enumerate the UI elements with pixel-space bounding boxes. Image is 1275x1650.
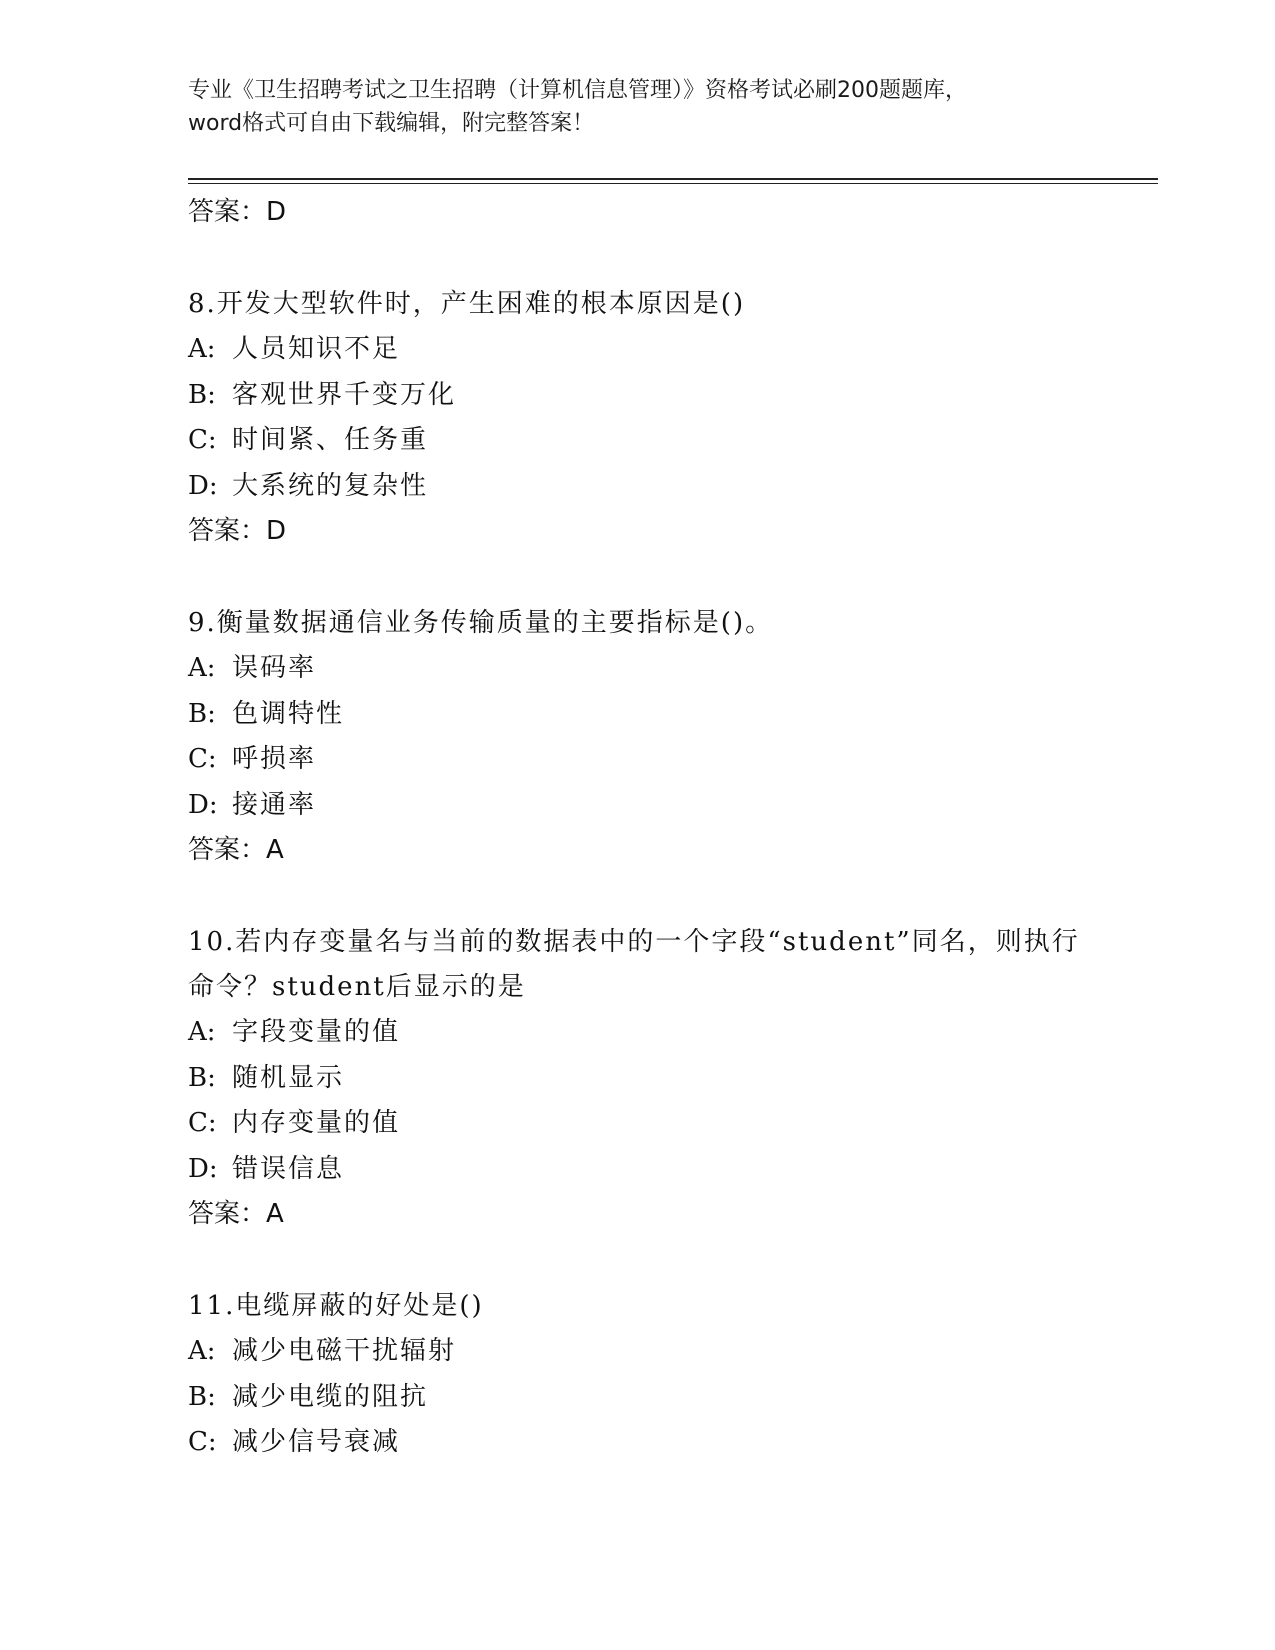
option-text: 随机显示 bbox=[232, 1062, 345, 1093]
question-text: 10.若内存变量名与当前的数据表中的一个字段“student”同名，则执行命令？student后显示的是 bbox=[188, 927, 1080, 1002]
option-letter: A: bbox=[188, 334, 216, 364]
option-text: 色调特性 bbox=[232, 698, 345, 729]
option-text: 错误信息 bbox=[232, 1153, 345, 1184]
option-a bbox=[188, 1329, 1088, 1375]
option-letter: C: bbox=[188, 1108, 217, 1138]
option-text: 大系统的复杂性 bbox=[232, 470, 429, 501]
question-block bbox=[188, 1284, 1088, 1466]
question-text: 9.衡量数据通信业务传输质量的主要指标是()。 bbox=[188, 608, 774, 638]
option-d bbox=[188, 464, 1088, 510]
question-block bbox=[188, 282, 1088, 554]
option-letter: A: bbox=[188, 1017, 216, 1047]
option-text: 客观世界千变万化 bbox=[232, 379, 457, 410]
option-a bbox=[188, 646, 1088, 692]
option-d bbox=[188, 783, 1088, 829]
option-text: 减少电磁干扰辐射 bbox=[232, 1336, 457, 1366]
option-letter: D: bbox=[188, 470, 218, 501]
option-b bbox=[188, 1056, 1088, 1102]
option-text: 误码率 bbox=[232, 653, 317, 683]
option-letter: B: bbox=[188, 698, 216, 729]
option-text: 呼损率 bbox=[232, 744, 317, 774]
option-text: 字段变量的值 bbox=[232, 1017, 401, 1047]
option-text: 减少电缆的阻抗 bbox=[232, 1381, 429, 1412]
option-letter: C: bbox=[188, 744, 217, 774]
question-text: 8.开发大型软件时，产生困难的根本原因是() bbox=[188, 289, 746, 319]
option-letter: D: bbox=[188, 789, 218, 820]
answer-line: 答案：A bbox=[188, 835, 284, 865]
answer-line: 答案：D bbox=[188, 516, 287, 546]
option-text: 时间紧、任务重 bbox=[232, 425, 429, 455]
option-b bbox=[188, 373, 1088, 419]
option-d bbox=[188, 1147, 1088, 1193]
option-c bbox=[188, 418, 1088, 464]
option-letter: C: bbox=[188, 1427, 217, 1457]
document-header bbox=[188, 74, 1088, 140]
option-letter: B: bbox=[188, 1062, 216, 1093]
option-letter: B: bbox=[188, 1381, 216, 1412]
option-c bbox=[188, 737, 1088, 783]
option-a bbox=[188, 1010, 1088, 1056]
option-c bbox=[188, 1420, 1088, 1466]
option-letter: A: bbox=[188, 653, 216, 683]
option-a bbox=[188, 327, 1088, 373]
option-text: 人员知识不足 bbox=[232, 334, 401, 364]
option-letter: A: bbox=[188, 1336, 216, 1366]
option-c bbox=[188, 1101, 1088, 1147]
question-block bbox=[188, 601, 1088, 873]
question-block bbox=[188, 920, 1088, 1237]
header-line-2: word格式可自由下载编辑，附完整答案！ bbox=[188, 111, 595, 136]
question-list bbox=[188, 190, 1088, 1466]
option-b bbox=[188, 1375, 1088, 1421]
option-text: 内存变量的值 bbox=[232, 1108, 401, 1138]
header-divider bbox=[188, 178, 1158, 184]
option-b bbox=[188, 692, 1088, 738]
question-text: 11.电缆屏蔽的好处是() bbox=[188, 1291, 484, 1321]
option-letter: C: bbox=[188, 425, 217, 455]
answer-line: 答案：D bbox=[188, 197, 287, 227]
answer-line: 答案：A bbox=[188, 1199, 284, 1229]
option-text: 接通率 bbox=[232, 789, 317, 820]
option-letter: B: bbox=[188, 379, 216, 410]
header-line-1: 专业《卫生招聘考试之卫生招聘（计算机信息管理）》资格考试必刷200题题库， bbox=[188, 78, 967, 103]
option-letter: D: bbox=[188, 1153, 218, 1184]
option-text: 减少信号衰减 bbox=[232, 1427, 401, 1457]
